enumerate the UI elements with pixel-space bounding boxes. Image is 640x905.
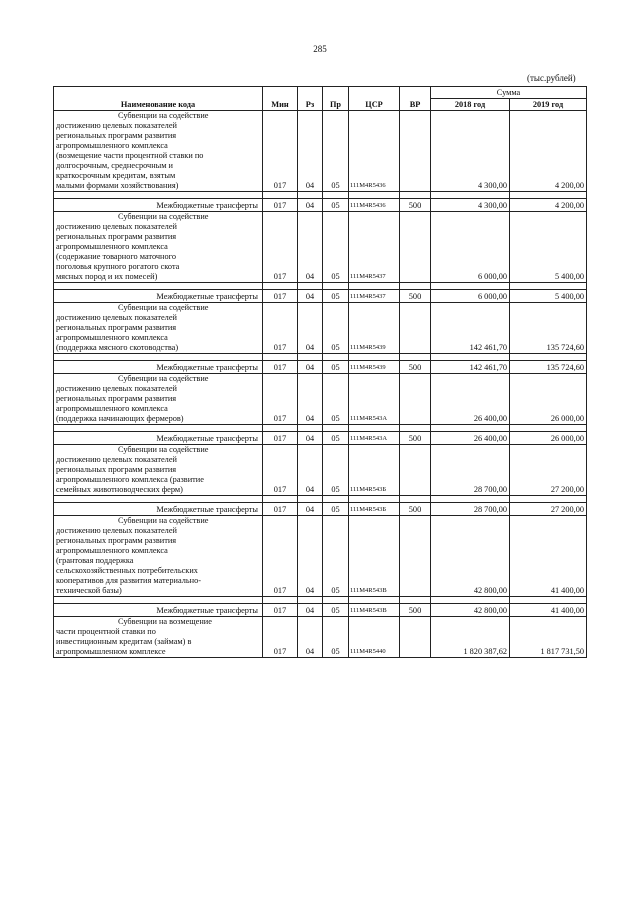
spacer-cell xyxy=(298,597,323,604)
spacer-cell xyxy=(298,425,323,432)
spacer-cell xyxy=(54,192,263,199)
row-name-line: долгосрочным, среднесрочным и xyxy=(56,161,173,170)
row-name-line: достижению целевых показателей xyxy=(56,121,177,130)
cell-csr: 111M4R5436 xyxy=(349,199,400,212)
row-name-line: агропромышленном комплексе xyxy=(56,647,166,656)
row-name xyxy=(54,111,263,192)
header-year-2018: 2018 год xyxy=(431,99,510,111)
transfer-row xyxy=(54,199,587,212)
header-csr: ЦСР xyxy=(349,87,400,111)
spacer-cell xyxy=(510,192,587,199)
row-name-lead: Субвенции на содействие xyxy=(118,374,209,383)
cell-y2019: 41 400,00 xyxy=(510,516,587,597)
spacer-cell xyxy=(510,425,587,432)
cell-y2019: 5 400,00 xyxy=(510,290,587,303)
row-name-line: региональных программ развития xyxy=(56,323,177,332)
spacer-cell xyxy=(298,283,323,290)
spacer-cell xyxy=(400,354,431,361)
header-year-2019: 2019 год xyxy=(510,99,587,111)
row-name-lead: Субвенции на содействие xyxy=(118,212,209,221)
row-name: Межбюджетные трансферты xyxy=(54,503,263,516)
cell-csr: 111M4R543B xyxy=(349,604,400,617)
spacer-cell xyxy=(349,496,400,503)
cell-min: 017 xyxy=(263,516,298,597)
cell-csr: 111M4R543A xyxy=(349,432,400,445)
spacer-cell xyxy=(323,597,349,604)
cell-rz: 04 xyxy=(298,374,323,425)
cell-pr: 05 xyxy=(323,445,349,496)
cell-vr xyxy=(400,111,431,192)
cell-y2019: 135 724,60 xyxy=(510,361,587,374)
header-min: Мин xyxy=(263,87,298,111)
spacer-cell xyxy=(323,192,349,199)
cell-y2018: 6 000,00 xyxy=(431,212,510,283)
row-name-line: (поддержка мясного скотоводства) xyxy=(56,343,179,352)
transfer-row xyxy=(54,290,587,303)
spacer-cell xyxy=(349,192,400,199)
cell-y2019: 4 200,00 xyxy=(510,199,587,212)
spacer-cell xyxy=(400,192,431,199)
row-name xyxy=(54,617,263,658)
spacer-cell xyxy=(400,425,431,432)
cell-vr xyxy=(400,516,431,597)
spacer-cell xyxy=(263,192,298,199)
cell-pr: 05 xyxy=(323,290,349,303)
header-rz: Рз xyxy=(298,87,323,111)
cell-rz: 04 xyxy=(298,361,323,374)
table-body xyxy=(54,111,587,658)
row-name-line: сельскохозяйственных потребительских xyxy=(56,566,198,575)
row-name-line: (содержание товарного маточного xyxy=(56,252,176,261)
cell-y2019: 27 200,00 xyxy=(510,445,587,496)
subvention-row xyxy=(54,516,587,597)
cell-min: 017 xyxy=(263,374,298,425)
header-vr: ВР xyxy=(400,87,431,111)
row-name-line: агропромышленного комплекса xyxy=(56,141,168,150)
cell-pr: 05 xyxy=(323,212,349,283)
row-name-line: кооперативов для развития материально- xyxy=(56,576,201,585)
cell-csr: 111M4R543Б xyxy=(349,503,400,516)
spacer-cell xyxy=(323,496,349,503)
budget-table xyxy=(53,86,587,658)
row-name-line: региональных программ развития xyxy=(56,394,177,403)
row-name-line: агропромышленного комплекса xyxy=(56,404,168,413)
transfer-row xyxy=(54,361,587,374)
spacer-cell xyxy=(263,354,298,361)
transfer-row xyxy=(54,432,587,445)
row-name: Межбюджетные трансферты xyxy=(54,432,263,445)
subvention-row xyxy=(54,445,587,496)
cell-pr: 05 xyxy=(323,432,349,445)
row-name-line: региональных программ развития xyxy=(56,536,177,545)
cell-min: 017 xyxy=(263,503,298,516)
cell-min: 017 xyxy=(263,303,298,354)
spacer-cell xyxy=(510,496,587,503)
cell-min: 017 xyxy=(263,199,298,212)
spacer-cell xyxy=(510,283,587,290)
cell-rz: 04 xyxy=(298,290,323,303)
row-name-lead: Субвенции на содействие xyxy=(118,303,209,312)
cell-rz: 04 xyxy=(298,503,323,516)
spacer-row xyxy=(54,283,587,290)
cell-pr: 05 xyxy=(323,199,349,212)
row-name-line: агропромышленного комплекса xyxy=(56,242,168,251)
cell-min: 017 xyxy=(263,445,298,496)
row-name-line: (поддержка начинающих фермеров) xyxy=(56,414,184,423)
cell-min: 017 xyxy=(263,290,298,303)
spacer-cell xyxy=(510,597,587,604)
transfer-row xyxy=(54,503,587,516)
cell-vr xyxy=(400,445,431,496)
cell-y2018: 42 800,00 xyxy=(431,516,510,597)
row-name xyxy=(54,212,263,283)
row-name-line: (возмещение части процентной ставки по xyxy=(56,151,204,160)
spacer-cell xyxy=(400,496,431,503)
subvention-row xyxy=(54,617,587,658)
cell-rz: 04 xyxy=(298,212,323,283)
cell-pr: 05 xyxy=(323,303,349,354)
cell-y2019: 1 817 731,50 xyxy=(510,617,587,658)
cell-vr: 500 xyxy=(400,503,431,516)
cell-vr xyxy=(400,617,431,658)
cell-pr: 05 xyxy=(323,604,349,617)
page-number: 285 xyxy=(313,44,327,54)
row-name: Межбюджетные трансферты xyxy=(54,604,263,617)
row-name-line: агропромышленного комплекса (развитие xyxy=(56,475,204,484)
cell-vr xyxy=(400,303,431,354)
row-name-line: достижению целевых показателей xyxy=(56,222,177,231)
spacer-cell xyxy=(298,496,323,503)
spacer-cell xyxy=(54,597,263,604)
row-name: Межбюджетные трансферты xyxy=(54,290,263,303)
cell-vr: 500 xyxy=(400,199,431,212)
cell-y2018: 42 800,00 xyxy=(431,604,510,617)
cell-y2019: 4 200,00 xyxy=(510,111,587,192)
cell-y2018: 1 820 387,62 xyxy=(431,617,510,658)
row-name-lead: Субвенции на содействие xyxy=(118,516,209,525)
cell-min: 017 xyxy=(263,212,298,283)
cell-csr: 111M4R5437 xyxy=(349,290,400,303)
spacer-cell xyxy=(54,496,263,503)
subvention-row xyxy=(54,303,587,354)
subvention-row xyxy=(54,374,587,425)
cell-y2018: 142 461,70 xyxy=(431,361,510,374)
cell-vr: 500 xyxy=(400,432,431,445)
spacer-row xyxy=(54,425,587,432)
cell-y2019: 5 400,00 xyxy=(510,212,587,283)
row-name-line: региональных программ развития xyxy=(56,131,177,140)
row-name xyxy=(54,516,263,597)
row-name-line: технической базы) xyxy=(56,586,122,595)
row-name-line: агропромышленного комплекса xyxy=(56,546,168,555)
cell-rz: 04 xyxy=(298,111,323,192)
cell-y2019: 41 400,00 xyxy=(510,604,587,617)
cell-pr: 05 xyxy=(323,617,349,658)
cell-min: 017 xyxy=(263,617,298,658)
cell-vr: 500 xyxy=(400,361,431,374)
cell-rz: 04 xyxy=(298,199,323,212)
row-name-line: малыми формами хозяйствования) xyxy=(56,181,179,190)
cell-csr: 111M4R5437 xyxy=(349,212,400,283)
cell-y2018: 6 000,00 xyxy=(431,290,510,303)
cell-y2018: 28 700,00 xyxy=(431,503,510,516)
spacer-cell xyxy=(54,425,263,432)
row-name-line: региональных программ развития xyxy=(56,232,177,241)
row-name-line: краткосрочным кредитам, взятым xyxy=(56,171,176,180)
spacer-cell xyxy=(54,354,263,361)
cell-csr: 111M4R543A xyxy=(349,374,400,425)
spacer-cell xyxy=(431,283,510,290)
spacer-row xyxy=(54,354,587,361)
cell-y2018: 26 400,00 xyxy=(431,374,510,425)
cell-y2018: 28 700,00 xyxy=(431,445,510,496)
row-name-line: мясных пород и их помесей) xyxy=(56,272,158,281)
spacer-cell xyxy=(349,597,400,604)
row-name-line: достижению целевых показателей xyxy=(56,384,177,393)
spacer-cell xyxy=(323,354,349,361)
header-sum: Сумма xyxy=(431,87,587,99)
row-name: Межбюджетные трансферты xyxy=(54,199,263,212)
transfer-row xyxy=(54,604,587,617)
cell-y2019: 27 200,00 xyxy=(510,503,587,516)
spacer-cell xyxy=(431,425,510,432)
table-header xyxy=(54,87,587,111)
row-name-line: семейных животноводческих ферм) xyxy=(56,485,183,494)
spacer-cell xyxy=(400,283,431,290)
spacer-cell xyxy=(298,192,323,199)
cell-csr: 111M4R543Б xyxy=(349,445,400,496)
cell-pr: 05 xyxy=(323,111,349,192)
row-name-line: инвестиционным кредитам (займам) в xyxy=(56,637,192,646)
cell-vr: 500 xyxy=(400,604,431,617)
cell-csr: 111M4R5436 xyxy=(349,111,400,192)
spacer-cell xyxy=(263,283,298,290)
subvention-row xyxy=(54,212,587,283)
cell-y2019: 135 724,60 xyxy=(510,303,587,354)
row-name-line: (грантовая поддержка xyxy=(56,556,134,565)
spacer-cell xyxy=(349,425,400,432)
row-name-line: достижению целевых показателей xyxy=(56,313,177,322)
spacer-cell xyxy=(298,354,323,361)
spacer-cell xyxy=(400,597,431,604)
cell-pr: 05 xyxy=(323,374,349,425)
cell-rz: 04 xyxy=(298,604,323,617)
cell-min: 017 xyxy=(263,111,298,192)
row-name-line: агропромышленного комплекса xyxy=(56,333,168,342)
row-name-line: достижению целевых показателей xyxy=(56,455,177,464)
spacer-cell xyxy=(431,597,510,604)
spacer-cell xyxy=(431,192,510,199)
row-name-line: достижению целевых показателей xyxy=(56,526,177,535)
spacer-cell xyxy=(323,283,349,290)
spacer-cell xyxy=(54,283,263,290)
spacer-row xyxy=(54,597,587,604)
cell-pr: 05 xyxy=(323,516,349,597)
cell-csr: 111M4R5440 xyxy=(349,617,400,658)
spacer-cell xyxy=(349,354,400,361)
cell-y2018: 26 400,00 xyxy=(431,432,510,445)
spacer-cell xyxy=(431,496,510,503)
spacer-cell xyxy=(323,425,349,432)
row-name-lead: Субвенции на возмещение xyxy=(118,617,212,626)
cell-y2019: 26 000,00 xyxy=(510,432,587,445)
header-pr: Пр xyxy=(323,87,349,111)
spacer-cell xyxy=(431,354,510,361)
spacer-cell xyxy=(263,496,298,503)
row-name-lead: Субвенции на содействие xyxy=(118,445,209,454)
cell-vr xyxy=(400,374,431,425)
spacer-cell xyxy=(263,597,298,604)
cell-pr: 05 xyxy=(323,361,349,374)
spacer-cell xyxy=(263,425,298,432)
row-name xyxy=(54,374,263,425)
cell-min: 017 xyxy=(263,361,298,374)
row-name: Межбюджетные трансферты xyxy=(54,361,263,374)
cell-csr: 111M4R5439 xyxy=(349,303,400,354)
spacer-cell xyxy=(510,354,587,361)
cell-rz: 04 xyxy=(298,516,323,597)
cell-y2018: 4 300,00 xyxy=(431,199,510,212)
cell-y2019: 26 000,00 xyxy=(510,374,587,425)
row-name-line: поголовья крупного рогатого скота xyxy=(56,262,180,271)
cell-csr: 111M4R5439 xyxy=(349,361,400,374)
cell-vr xyxy=(400,212,431,283)
row-name xyxy=(54,445,263,496)
cell-rz: 04 xyxy=(298,617,323,658)
spacer-row xyxy=(54,192,587,199)
units-label: (тыс.рублей) xyxy=(527,73,576,83)
row-name-line: региональных программ развития xyxy=(56,465,177,474)
spacer-row xyxy=(54,496,587,503)
cell-y2018: 4 300,00 xyxy=(431,111,510,192)
row-name xyxy=(54,303,263,354)
cell-y2018: 142 461,70 xyxy=(431,303,510,354)
subvention-row xyxy=(54,111,587,192)
cell-csr: 111M4R543B xyxy=(349,516,400,597)
header-name: Наименование кода xyxy=(54,87,263,111)
cell-min: 017 xyxy=(263,432,298,445)
cell-vr: 500 xyxy=(400,290,431,303)
row-name-line: части процентной ставки по xyxy=(56,627,156,636)
cell-rz: 04 xyxy=(298,432,323,445)
cell-rz: 04 xyxy=(298,303,323,354)
row-name-lead: Субвенции на содействие xyxy=(118,111,209,120)
cell-rz: 04 xyxy=(298,445,323,496)
cell-pr: 05 xyxy=(323,503,349,516)
cell-min: 017 xyxy=(263,604,298,617)
spacer-cell xyxy=(349,283,400,290)
